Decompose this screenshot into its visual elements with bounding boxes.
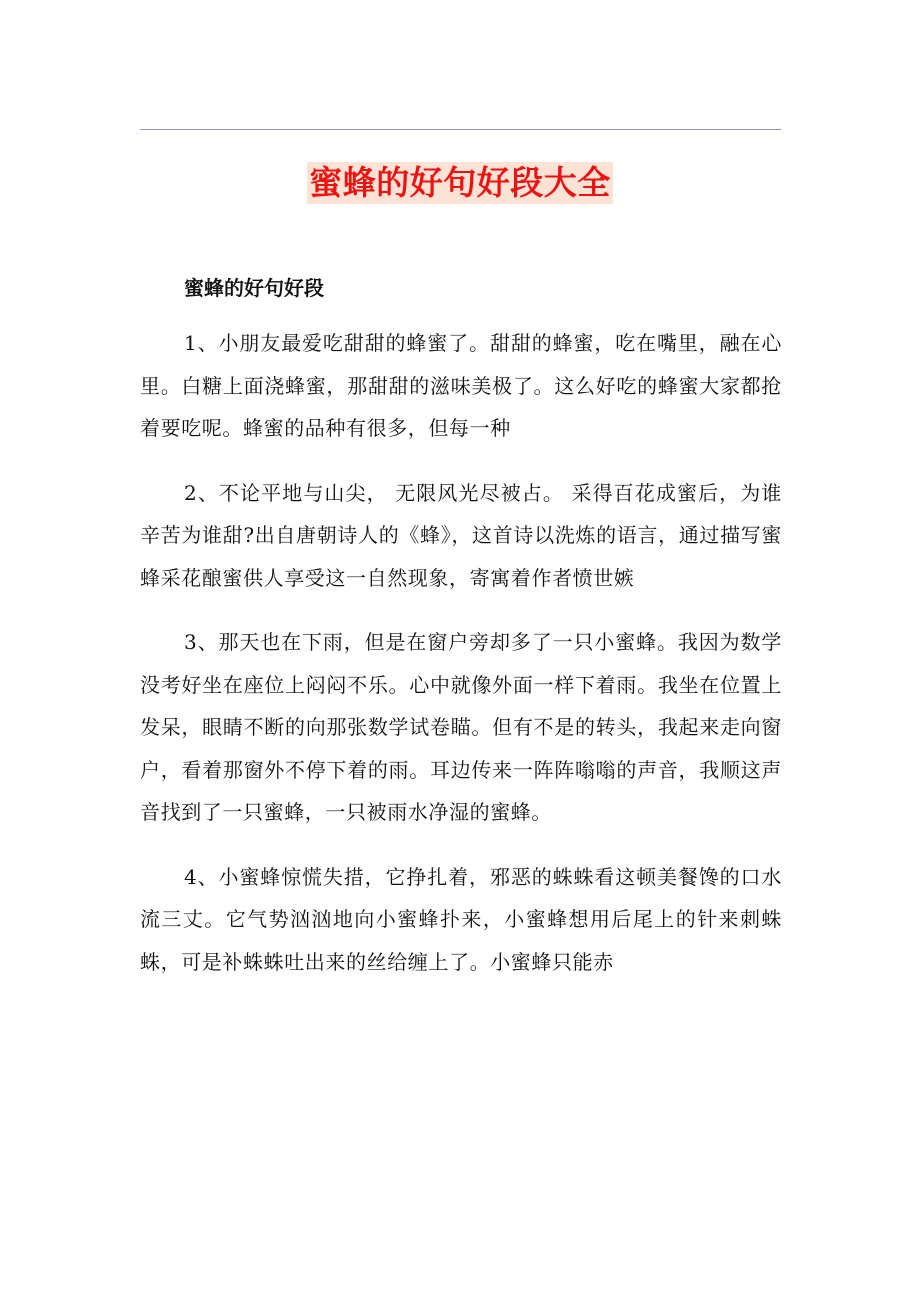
document-title: 蜜蜂的好句好段大全 xyxy=(309,163,611,202)
paragraph-4: 4、小蜜蜂惊慌失措，它挣扎着，邪恶的蛛蛛看这顿美餐馋的口水流三丈。它气势汹汹地向小蜜蜂扑来，小蜜蜂想用后尾上的针来刺蛛蛛，可是补蛛蛛吐出来的丝给缠上了。小蜜蜂只能赤 xyxy=(140,864,782,974)
paragraph-1: 1、小朋友最爱吃甜甜的蜂蜜了。甜甜的蜂蜜，吃在嘴里，融在心里。白糖上面浇蜂蜜，那甜甜的滋味美极了。这么好吃的蜂蜜大家都抢着要吃呢。蜂蜜的品种有很多，但每一种 xyxy=(140,331,782,440)
document-body xyxy=(140,268,782,983)
paragraph-2: 2、不论平地与山尖， 无限风光尽被占。 采得百花成蜜后，为谁辛苦为谁甜?出自唐朝诗人的《蜂》，这首诗以洗炼的语言，通过描写蜜蜂采花酿蜜供人享受这一自然现象，寄寓着作者愤世嫉 xyxy=(140,480,782,590)
section-heading: 蜜蜂的好句好段 xyxy=(184,276,324,300)
title-container xyxy=(0,162,920,204)
paragraph-3: 3、那天也在下雨，但是在窗户旁却多了一只小蜜蜂。我因为数学没考好坐在座位上闷闷不乐。心中就像外面一样下着雨。我坐在位置上发呆，眼睛不断的向那张数学试卷瞄。但有不是的转头，我起来走向窗户，看着那窗外不停下着的雨。耳边传来一阵阵嗡嗡的声音，我顺这声音找到了一只蜜蜂，一只被雨水净湿的蜜蜂。 xyxy=(140,630,782,824)
header-rule xyxy=(140,129,781,130)
